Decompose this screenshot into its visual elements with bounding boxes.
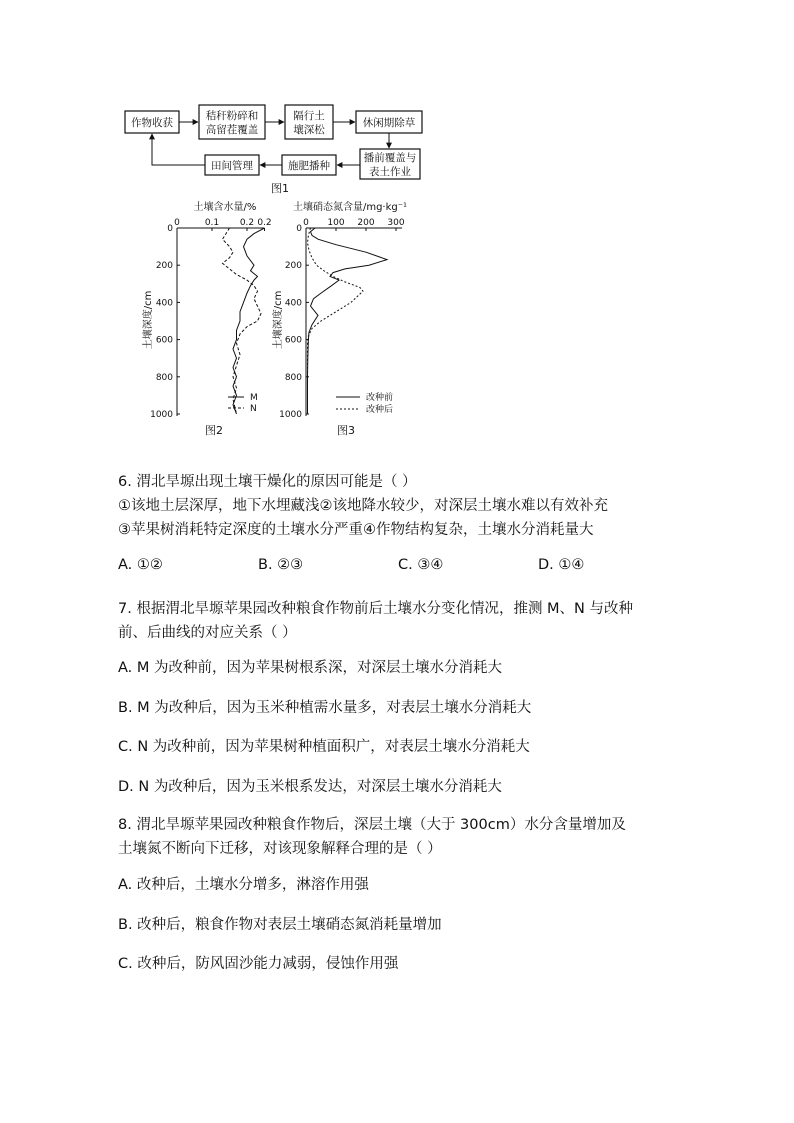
q8-option-b[interactable]: B. 改种后，粮食作物对表层土壤硝态氮消耗量增加 <box>118 917 442 933</box>
q7-stem-line-2: 前、后曲线的对应关系（ ） <box>118 625 297 641</box>
question-7 <box>118 597 633 645</box>
fig2-y-tick-label: 0 <box>167 224 173 234</box>
svg-text:壤深松: 壤深松 <box>293 124 325 136</box>
q6-options <box>118 557 678 581</box>
chart-figure2 <box>141 200 272 437</box>
box-field-mgmt <box>205 155 259 175</box>
svg-text:田间管理: 田间管理 <box>211 160 253 172</box>
q6-option-c[interactable]: C. ③④ <box>398 557 444 573</box>
q8-option-c[interactable]: C. 改种后，防风固沙能力减弱，侵蚀作用强 <box>118 956 399 972</box>
box-weeding <box>356 111 422 133</box>
svg-text:表土作业: 表土作业 <box>369 166 411 178</box>
q7-option-a[interactable]: A. M 为改种前，因为苹果树根系深，对深层土壤水分消耗大 <box>118 660 502 676</box>
fig2-legend <box>228 393 258 414</box>
q8-stem-line-2: 土壤氮不断向下迁移，对该现象解释合理的是（ ） <box>118 841 442 857</box>
box-sowing-cover <box>360 149 420 179</box>
q8-option-a[interactable]: A. 改种后，土壤水分增多，淋溶作用强 <box>118 877 369 893</box>
q7-option-c[interactable]: C. N 为改种前，因为苹果树种植面积广，对表层土壤水分消耗大 <box>118 739 530 755</box>
q8-stem-line-1: 8. 渭北旱塬苹果园改种粮食作物后，深层土壤（大于 300cm）水分含量增加及 <box>118 817 626 833</box>
q6-option-d[interactable]: D. ①④ <box>538 557 585 573</box>
fig3-series-solid-line <box>308 228 388 414</box>
fig2-x-tick-label: 0.2 <box>257 218 272 228</box>
fig2-top-label: 土壤含水量/% <box>193 202 257 213</box>
q7-stem-line-1: 7. 根据渭北旱塬苹果园改种粮食作物前后土壤水分变化情况，推测 M、N 与改种 <box>118 601 634 617</box>
q6-statement-line-1: ①该地土层深厚，地下水埋藏浅②该地降水较少，对深层土壤水难以有效补充 <box>118 498 608 514</box>
fig3-y-tick-label: 1000 <box>279 410 302 420</box>
fig2-legend-m: M <box>250 393 258 403</box>
fig3-legend-after: 改种后 <box>366 405 394 415</box>
question-6 <box>118 470 608 542</box>
fig3-y-tick-label: 800 <box>284 372 302 383</box>
fig2-y-tick-label: 600 <box>155 335 173 346</box>
fig3-legend-before: 改种前 <box>366 393 394 403</box>
fig2-x-tick-label: 0.2 <box>239 218 255 228</box>
q6-option-a[interactable]: A. ①② <box>118 557 163 573</box>
svg-text:休闲期除草: 休闲期除草 <box>362 117 416 129</box>
figure1-caption: 图1 <box>271 182 289 195</box>
box-fertilize-sow <box>282 155 336 175</box>
fig3-x-tick-label: 300 <box>387 218 405 228</box>
fig3-y-tick-label: 600 <box>284 335 302 346</box>
box-deep-loosening <box>285 105 333 139</box>
svg-text:隔行土: 隔行土 <box>293 110 325 122</box>
box-harvest <box>125 111 179 133</box>
q7-option-b[interactable]: B. M 为改种后，因为玉米种植需水量多，对表层土壤水分消耗大 <box>118 700 532 716</box>
fig3-y-tick-label: 400 <box>284 298 302 309</box>
flow-arrows <box>152 122 389 165</box>
svg-text:施肥播种: 施肥播种 <box>288 160 330 172</box>
figures-area <box>0 0 794 440</box>
fig3-series-dashed-line <box>308 228 364 414</box>
fig2-y-tick-label: 800 <box>155 372 173 383</box>
fig2-y-label: 土壤深度/cm <box>143 290 154 350</box>
fig2-x-tick-label: 0.1 <box>204 218 220 228</box>
figure2-caption: 图2 <box>205 424 223 437</box>
fig2-y-tick-label: 1000 <box>150 410 173 420</box>
fig2-series-solid-line <box>233 228 265 414</box>
q6-option-b[interactable]: B. ②③ <box>258 557 304 573</box>
box-straw <box>199 105 265 139</box>
q6-stem: 6. 渭北旱塬出现土壤干燥化的原因可能是（ ） <box>118 474 417 490</box>
fig3-y-tick-label: 0 <box>296 224 302 234</box>
q6-statement-line-2: ③苹果树消耗特定深度的土壤水分严重④作物结构复杂，土壤水分消耗量大 <box>118 522 594 538</box>
fig3-legend <box>336 391 393 415</box>
chart-figure3 <box>271 200 407 437</box>
q7-option-d[interactable]: D. N 为改种后，因为玉米根系发达，对深层土壤水分消耗大 <box>118 779 502 795</box>
fig2-series-dashed-line <box>223 228 262 414</box>
fig3-x-tick-label: 100 <box>327 218 345 228</box>
fig2-y-tick-label: 400 <box>155 298 173 309</box>
fig2-x-tick-label: 0 <box>174 218 180 228</box>
fig2-y-tick-label: 200 <box>155 261 173 272</box>
figure3-caption: 图3 <box>337 424 355 437</box>
svg-text:高留茬覆盖: 高留茬覆盖 <box>205 124 259 136</box>
svg-text:秸秆粉碎和: 秸秆粉碎和 <box>205 110 259 122</box>
fig3-x-tick-label: 0 <box>303 218 309 228</box>
fig3-y-tick-label: 200 <box>284 261 302 272</box>
svg-text:作物收获: 作物收获 <box>131 117 173 129</box>
fig3-y-label: 土壤深度/cm <box>273 290 284 350</box>
fig3-x-tick-label: 200 <box>357 218 375 228</box>
question-8 <box>118 813 626 861</box>
svg-text:播前覆盖与: 播前覆盖与 <box>363 152 417 164</box>
flowchart-figure1 <box>125 105 422 195</box>
fig2-legend-n: N <box>250 404 257 414</box>
fig3-top-label: 土壤硝态氮含量/mg·kg⁻¹ <box>292 202 408 213</box>
